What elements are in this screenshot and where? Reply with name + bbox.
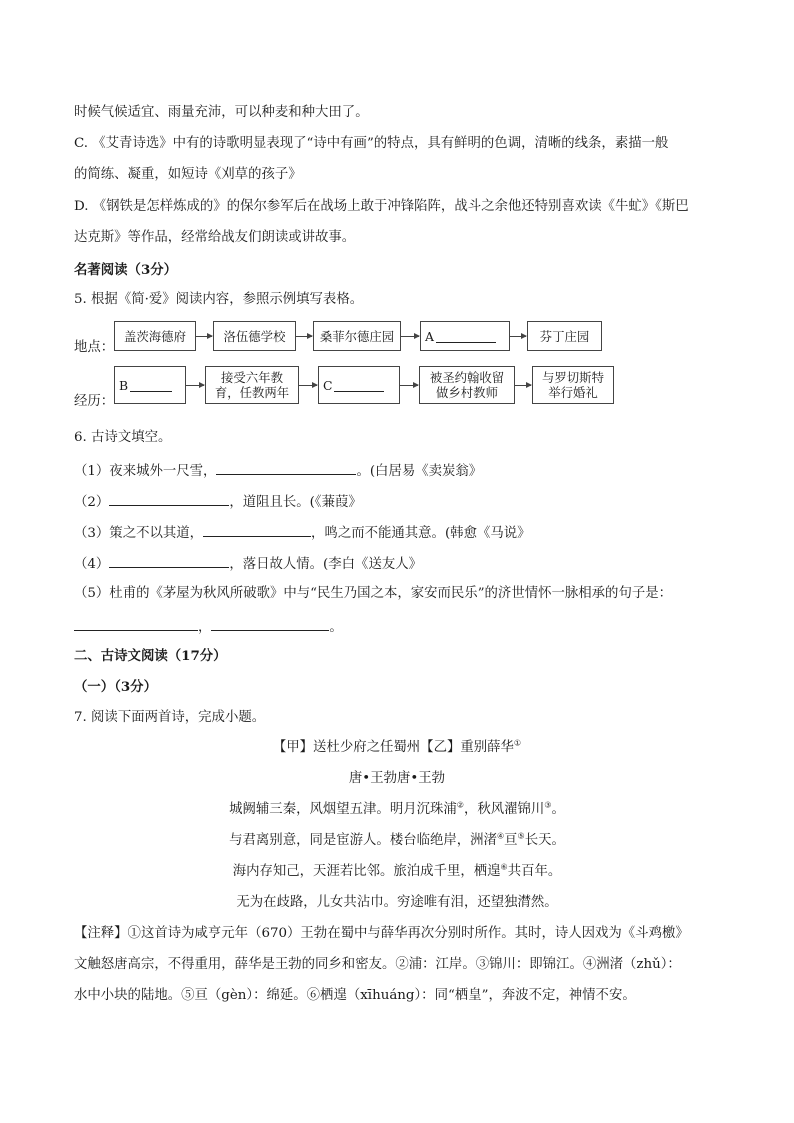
q6-item-5-line2 [74, 616, 343, 637]
q6-item1-blank[interactable] [216, 460, 356, 475]
place-arrow-4 [510, 336, 526, 337]
q6-item2-pre: （2） [74, 495, 110, 510]
place-text-a: A [425, 328, 434, 344]
poem-l2-c: 长天。 [524, 833, 565, 848]
q7-prompt: 7. 阅读下面两首诗，完成小题。 [74, 710, 266, 725]
section-heading-mingzhu: 名著阅读（3分） [74, 262, 178, 278]
poem-l2-note2: ⑤ [517, 831, 525, 841]
experience-box-4 [419, 366, 515, 404]
q5-places-label: 地点： [74, 340, 115, 355]
poem-l1-a: 城阙辅三秦，风烟望五津。明月沉珠浦 [229, 802, 457, 817]
q6-item4-pre: （4） [74, 557, 110, 572]
q5-prompt: 5. 根据《简·爱》阅读内容，参照示例填写表格。 [74, 292, 364, 307]
poem-l2-note1: ④ [496, 831, 505, 841]
poem-line-4: 无为在歧路，儿女共沾巾。穷途唯有泪，还望独潸然。 [236, 895, 558, 910]
experience-box-5 [532, 366, 614, 404]
experience-text-c: C [323, 377, 333, 393]
q6-item4-blank[interactable] [109, 553, 229, 568]
place-a-blank[interactable] [436, 330, 496, 343]
experience-text-b: B [119, 377, 129, 393]
poem-line-3 [0, 863, 794, 881]
poem-l1-note1: ② [456, 800, 464, 810]
experience-arrow-4 [515, 385, 531, 386]
q4-option-c-line1: C. 《艾青诗选》中有的诗歌明显表现了“诗中有画”的特点，具有鲜明的色调，清晰的线条，素描一般 [74, 136, 669, 151]
q4-option-b-tail: 时候气候适宜、雨量充沛，可以种麦和种大田了。 [74, 105, 369, 120]
poem-title-text: 【甲】送杜少府之任蜀州【乙】重别薛华 [272, 740, 514, 755]
q6-item1-pre: （1）夜来城外一尺雪， [74, 464, 217, 479]
q6-item3-blank[interactable] [203, 522, 311, 537]
place-text-1: 盖茨海德府 [124, 328, 186, 344]
q6-item2-post: ，道阻且长。(《蒹葭》 [229, 495, 362, 510]
poem-l3-b: 共百年。 [507, 864, 562, 879]
q4-option-c-line2: 的简练、凝重，如短诗《刈草的孩子》 [74, 167, 302, 182]
experience-arrow-2 [299, 385, 317, 386]
place-box-2 [213, 321, 296, 351]
q6-item3-post: ，鸣之而不能通其意。(韩愈《马说》 [311, 526, 531, 541]
q6-item3-pre: （3）策之不以其道， [74, 526, 204, 541]
q6-item4-post: ，落日故人情。(李白《送友人》 [229, 557, 423, 572]
q6-item-2 [74, 491, 362, 512]
q4-option-d-line1: D. 《钢铁是怎样炼成的》的保尔参军后在战场上敢于冲锋陷阵，战斗之余他还特别喜欢读《牛虻》《斯巴 [74, 199, 689, 214]
poem-l3-a: 海内存知己，天涯若比邻。旅泊成千里，栖遑 [232, 864, 501, 879]
q6-item-5-line1: （5）杜甫的《茅屋为秋风所破歌》中与“民生乃国之本，家安而民乐”的济世情怀一脉相承的句子是： [74, 586, 673, 601]
q6-item5-end: 。 [329, 620, 343, 635]
experience-c-blank[interactable] [334, 379, 384, 392]
place-arrow-2 [296, 336, 312, 337]
poem-note-line-3: 水中小块的陆地。⑤亘（gèn）：绵延。⑥栖遑（xīhuáng）：同“栖皇”，奔波不定，神情不安。 [74, 988, 636, 1003]
experience-arrow-1 [186, 385, 204, 386]
q6-item-1 [74, 460, 482, 481]
experience-box-b [114, 366, 186, 404]
subsection-heading-one: （一）（3分） [74, 679, 157, 695]
q6-item1-post: 。(白居易《卖炭翁》 [356, 464, 483, 479]
q5-experience-label: 经历： [74, 394, 115, 409]
poem-line-1 [0, 801, 794, 819]
poem-note-line-1: 【注释】①这首诗为咸亨元年（670）王勃在蜀中与薛华再次分别时所作。其时，诗人因戏为《斗鸡檄》 [74, 926, 689, 941]
poem-line-2 [0, 832, 794, 850]
poem-l2-a: 与君离别意，同是宦游人。楼台临绝岸，洲渚 [229, 833, 497, 848]
place-arrow-1 [196, 336, 212, 337]
poem-l1-b: ，秋风濯锦川 [463, 802, 545, 817]
place-box-1 [114, 321, 196, 351]
experience-text-4: 被圣约翰收留做乡村教师 [429, 370, 505, 400]
poem-title-note: ① [513, 738, 522, 748]
poem-l2-b: 亘 [504, 833, 518, 848]
place-text-2: 洛伍德学校 [223, 328, 286, 344]
experience-box-2 [205, 366, 299, 404]
q6-item5-sep: ， [198, 620, 212, 635]
place-box-3 [313, 321, 401, 351]
place-text-5: 芬丁庄园 [539, 328, 590, 344]
q6-item-3 [74, 522, 531, 543]
poem-authors: 唐•王勃唐•王勃 [348, 771, 446, 786]
experience-arrow-3 [400, 385, 418, 386]
place-box-5 [527, 321, 602, 351]
experience-text-2: 接受六年教育，任教两年 [214, 370, 290, 400]
q6-item5-blank-2[interactable] [211, 616, 329, 631]
poem-l3-note1: ⑥ [500, 862, 508, 872]
q4-option-d-line2: 达克斯》等作品，经常给战友们朗读或讲故事。 [74, 230, 356, 245]
place-arrow-3 [401, 336, 419, 337]
poem-title [0, 739, 794, 757]
place-text-3: 桑菲尔德庄园 [319, 328, 395, 344]
section-heading-two: 二、古诗文阅读（17分） [74, 648, 227, 664]
experience-b-blank[interactable] [130, 379, 172, 392]
place-box-a [420, 321, 510, 351]
q6-prompt: 6. 古诗文填空。 [74, 430, 172, 445]
poem-note-line-2: 文触怒唐高宗，不得重用，薛华是王勃的同乡和密友。②浦：江岸。③锦川：即锦江。④洲渚（zhǔ）： [74, 957, 681, 972]
q6-item2-blank[interactable] [109, 491, 229, 506]
experience-box-c [318, 366, 400, 404]
q6-item-4 [74, 553, 422, 574]
q6-item5-blank-1[interactable] [74, 616, 198, 631]
poem-l1-c: 。 [551, 802, 565, 817]
poem-l1-note2: ③ [544, 800, 552, 810]
experience-text-5: 与罗切斯特举行婚礼 [542, 370, 604, 400]
